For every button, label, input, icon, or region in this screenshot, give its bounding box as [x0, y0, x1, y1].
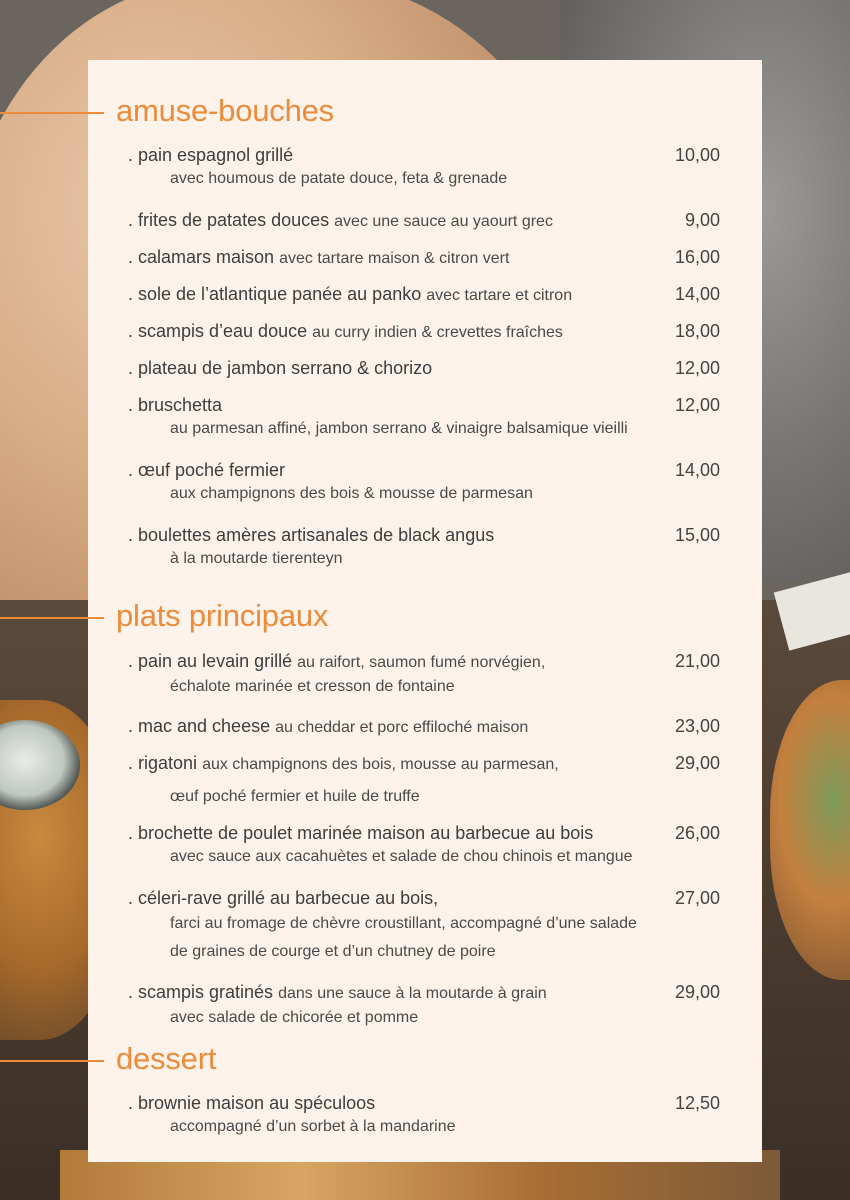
item-price: 16,00: [674, 247, 720, 267]
item-name: . céleri-rave grillé au barbecue au bois,: [128, 888, 439, 908]
item-name: . scampis gratinés: [128, 982, 274, 1002]
item-inline-description: au cheddar et porc effiloché maison: [275, 719, 529, 736]
item-price: 10,00: [674, 145, 720, 165]
item-name: . pain au levain grillé: [128, 651, 293, 671]
item-name: . bruschetta: [128, 395, 223, 415]
item-description: œuf poché fermier et huile de truffe: [170, 788, 420, 805]
menu-item: [128, 752, 720, 810]
item-price: 14,00: [674, 460, 720, 480]
item-name: . boulettes amères artisanales de black angus: [128, 525, 495, 545]
menu-item: [128, 822, 720, 870]
item-description: à la moutarde tierenteyn: [170, 550, 343, 567]
item-price: 26,00: [674, 823, 720, 843]
item-price: 18,00: [674, 321, 720, 341]
menu-item: [128, 357, 720, 379]
item-description: au parmesan affiné, jambon serrano & vinaigre balsamique vieilli: [170, 420, 628, 437]
menu-item: [128, 283, 720, 307]
section-connector-line: [0, 617, 104, 619]
item-inline-description: dans une sauce à la moutarde à grain: [278, 985, 547, 1002]
item-price: 9,00: [684, 210, 720, 230]
item-price: 29,00: [674, 753, 720, 773]
item-description: avec salade de chicorée et pomme: [170, 1009, 419, 1026]
menu-item: [128, 715, 720, 739]
menu-item: [128, 246, 720, 270]
item-description: accompagné d’un sorbet à la mandarine: [170, 1118, 456, 1135]
item-name: . rigatoni: [128, 753, 198, 773]
item-price: 15,00: [674, 525, 720, 545]
item-inline-description: aux champignons des bois, mousse au parmesan,: [202, 756, 559, 773]
item-name: . calamars maison: [128, 247, 275, 267]
menu-item: [128, 320, 720, 344]
item-price: 12,00: [674, 358, 720, 378]
menu-item: [128, 209, 720, 233]
item-inline-description: au curry indien & crevettes fraîches: [312, 324, 563, 341]
menu-item: [128, 887, 720, 965]
item-name: . brownie maison au spéculoos: [128, 1093, 376, 1113]
item-description: avec houmous de patate douce, feta & grenade: [170, 170, 508, 187]
item-price: 23,00: [674, 716, 720, 736]
item-price: 21,00: [674, 651, 720, 671]
item-inline-description: avec tartare et citron: [426, 287, 573, 304]
item-name: . scampis d’eau douce: [128, 321, 308, 341]
section-title-plats-principaux: plats principaux: [116, 598, 329, 633]
item-name: . sole de l’atlantique panée au panko: [128, 284, 422, 304]
menu-item: [128, 524, 720, 572]
item-name: . frites de patates douces: [128, 210, 330, 230]
item-name: . plateau de jambon serrano & chorizo: [128, 358, 433, 378]
menu-item: [128, 981, 720, 1031]
item-description: de graines de courge et d’un chutney de poire: [170, 943, 496, 960]
section-connector-line: [0, 112, 104, 114]
item-price: 12,00: [674, 395, 720, 415]
item-price: 14,00: [674, 284, 720, 304]
item-name: . pain espagnol grillé: [128, 145, 294, 165]
item-description: échalote marinée et cresson de fontaine: [170, 678, 455, 695]
item-description: aux champignons des bois & mousse de parmesan: [170, 485, 533, 502]
item-name: . mac and cheese: [128, 716, 271, 736]
section-title-amuse-bouches: amuse-bouches: [116, 93, 334, 128]
menu-item: [128, 144, 720, 192]
item-price: 12,50: [674, 1093, 720, 1113]
menu-item: [128, 1092, 720, 1140]
section-connector-line: [0, 1060, 104, 1062]
menu-item: [128, 394, 720, 442]
item-price: 27,00: [674, 888, 720, 908]
section-title-dessert: dessert: [116, 1041, 217, 1076]
item-description: avec sauce aux cacahuètes et salade de chou chinois et mangue: [170, 848, 633, 865]
item-price: 29,00: [674, 982, 720, 1002]
item-inline-description: avec tartare maison & citron vert: [279, 250, 510, 267]
item-name: . brochette de poulet marinée maison au barbecue au bois: [128, 823, 594, 843]
item-description: farci au fromage de chèvre croustillant, accompagné d’une salade: [170, 915, 637, 932]
item-inline-description: au raifort, saumon fumé norvégien,: [297, 654, 546, 671]
item-inline-description: avec une sauce au yaourt grec: [334, 213, 553, 230]
menu-item: [128, 459, 720, 507]
item-name: . œuf poché fermier: [128, 460, 286, 480]
menu-item: [128, 650, 720, 700]
